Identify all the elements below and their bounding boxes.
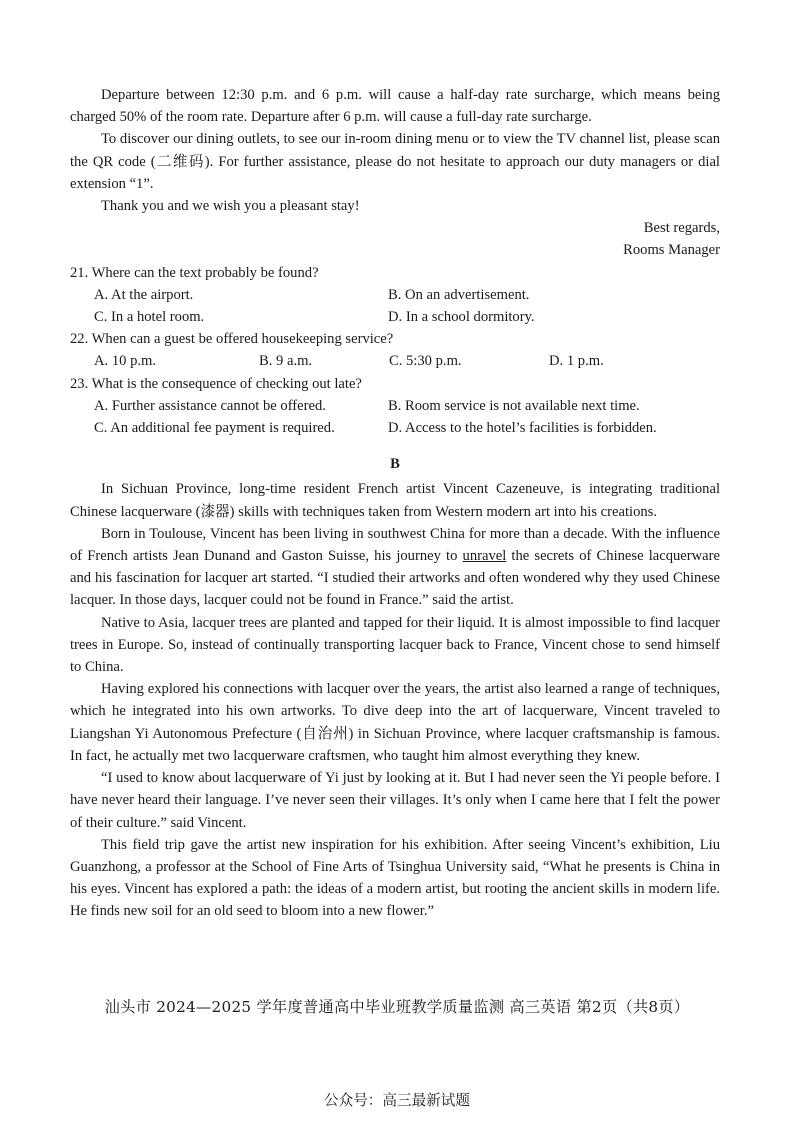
option-c: C. 5:30 p.m.: [389, 353, 462, 370]
account-line: 公众号：高三最新试题: [324, 1092, 470, 1109]
option-b: B. On an advertisement.: [388, 286, 530, 303]
passage-b-paragraph-6: This field trip gave the artist new inspiration for his exhibition. After seeing Vincent’s exhibition, Liu Guanzhong, a professor at the School of Fine Arts of Tsinghua University said, “What he presents is China in his eyes. Vincent has explored a path: the ideas of a modern artist, but rooting the ancient skills in modern life. He finds new soil for an old seed to bloom into a new flower.”: [70, 836, 720, 920]
passage-b-paragraph-1: In Sichuan Province, long-time resident French artist Vincent Cazeneuve, is integrating traditional Chinese lacquerware (漆器) skills with techniques taken from Western modern art into his creations.: [70, 481, 720, 520]
paragraph-text: Born in Toulouse, Vincent has been living in southwest China for more than a decade. With the influence of French artists Jean Dunand and Gaston Suisse, his journey to: [70, 525, 720, 565]
signer-line: Rooms Manager: [623, 242, 720, 259]
question-22: [70, 328, 720, 372]
page-footer: 汕头市 2024—2025 学年度普通高中毕业班教学质量监测 高三英语 第2页（共8页）: [104, 998, 690, 1016]
option-d: D. In a school dormitory.: [388, 309, 535, 326]
passage-a-paragraph-1: Departure between 12:30 p.m. and 6 p.m. will cause a half-day rate surcharge, which means being charged 50% of the room rate. Departure after 6 p.m. will cause a full-day rate surcharge.: [70, 87, 720, 126]
option-d: D. 1 p.m.: [549, 353, 604, 370]
option-c: C. An additional fee payment is required.: [94, 420, 335, 437]
options-list: [94, 350, 720, 372]
passage-b-paragraph-4: Having explored his connections with lacquer over the years, the artist also learned a range of techniques, which he integrated into his own artworks. To dive deep into the art of lacquerware, Vincent traveled to Liangshan Yi Autonomous Prefecture (自治州) in Sichuan Province, where lacquer craftsmanship is famous. In fact, he actually met two lacquerware craftsmen, who taught him almost everything they knew.: [70, 681, 720, 764]
option-c: C. In a hotel room.: [94, 309, 205, 326]
options-list: [94, 284, 720, 328]
paragraph-text: the secrets of Chinese lacquerware and his fascination for lacquer art started. “I studied their artworks and often wondered why they used Chinese lacquer. In those days, lacquer could not be found in France.” said the artist.: [70, 548, 720, 609]
option-b: B. Room service is not available next time.: [388, 397, 640, 414]
option-b: B. 9 a.m.: [259, 353, 313, 370]
question-stem: 23. What is the consequence of checking out late?: [70, 375, 362, 392]
underlined-word: unravel: [462, 548, 507, 565]
passage-a-paragraph-3: Thank you and we wish you a pleasant stay!: [101, 198, 360, 215]
passage-b-paragraph-3: Native to Asia, lacquer trees are planted and tapped for their liquid. It is almost impossible to find lacquer trees in Europe. So, instead of continually transporting lacquer back to France, Vincent chose to send himself to China.: [70, 614, 720, 676]
section-heading-b: B: [390, 456, 400, 473]
question-stem: 22. When can a guest be offered housekeeping service?: [70, 331, 394, 348]
question-21: [70, 262, 720, 329]
page-content: [70, 84, 720, 923]
passage-a-paragraph-2: To discover our dining outlets, to see our in-room dining menu or to view the TV channel list, please scan the QR code (二维码). For further assistance, please do not hesitate to approach our duty managers or dial extension “1”.: [70, 131, 720, 192]
passage-b-paragraph-2: [70, 523, 720, 612]
option-a: A. Further assistance cannot be offered.: [94, 397, 326, 414]
option-a: A. 10 p.m.: [94, 353, 157, 370]
option-a: A. At the airport.: [94, 286, 194, 303]
passage-b-paragraph-5: “I used to know about lacquerware of Yi just by looking at it. But I had never seen the Yi people before. I have never heard their language. I’ve never seen their villages. It’s only when I came here that I felt the power of their culture.” said Vincent.: [70, 770, 720, 831]
question-stem: 21. Where can the text probably be found?: [70, 264, 319, 281]
closing-line: Best regards,: [643, 220, 720, 237]
question-23: [70, 373, 720, 440]
options-list: [94, 395, 720, 439]
option-d: D. Access to the hotel’s facilities is forbidden.: [388, 420, 657, 437]
